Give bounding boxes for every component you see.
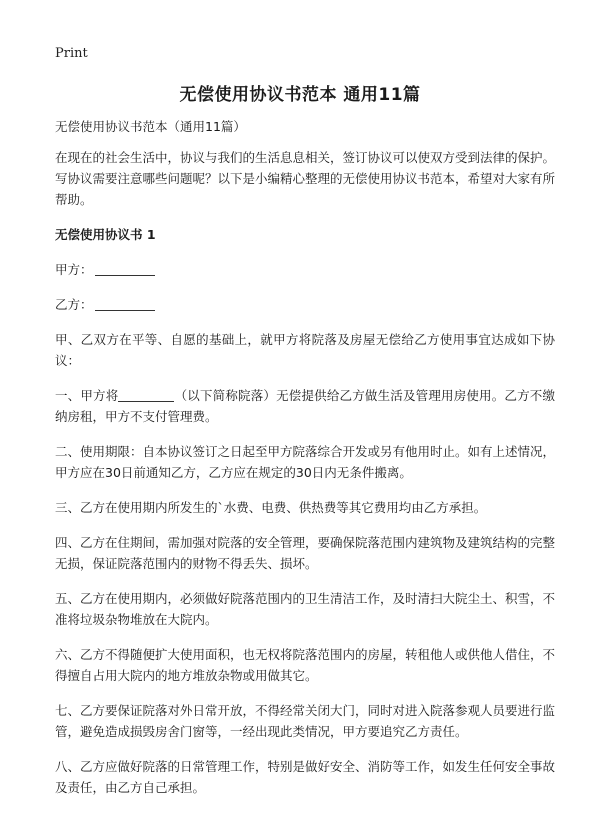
clause-8: 八、乙方应做好院落的日常管理工作，特别是做好安全、消防等工作，如发生任何安全事故及责任，由乙方自己承担。 — [55, 759, 556, 795]
clause-5: 五、乙方在使用期内，必须做好院落范围内的卫生清洁工作，及时清扫大院尘土、积雪，不准将垃圾杂物堆放在大院内。 — [55, 591, 556, 627]
clause-1 — [55, 385, 555, 427]
clause-1-prefix: 一、甲方将 — [55, 388, 119, 403]
party-a-label: 甲方： — [55, 262, 93, 277]
clause-3: 三、乙方在使用期内所发生的`水费、电费、供热费等其它费用均由乙方承担。 — [55, 500, 487, 515]
party-a-line — [55, 259, 555, 280]
intro-paragraph: 在现在的社会生活中，协议与我们的生活息息相关，签订协议可以使双方受到法律的保护。写协议需要注意哪些问题呢？以下是小编精心整理的无偿使用协议书范本，希望对大家有所帮助。 — [55, 150, 556, 207]
party-b-blank — [95, 296, 155, 311]
party-b-line — [55, 294, 555, 315]
party-a-blank — [95, 261, 155, 276]
document-body — [55, 116, 555, 812]
clause-7: 七、乙方要保证院落对外日常开放，不得经常关闭大门，同时对进入院落参观人员要进行监管，避免造成损毁房舍门窗等，一经出现此类情况，甲方要追究乙方责任。 — [55, 703, 556, 739]
clause-1-suffix: （以下简称院落）无偿提供给乙方做生活及管理用房使用。乙方不缴纳房租，甲方不支付管理费。 — [55, 388, 555, 424]
page-title: 无偿使用协议书范本 通用11篇 — [179, 85, 421, 105]
document-subtitle: 无偿使用协议书范本（通用11篇） — [55, 119, 246, 134]
section-heading: 无偿使用协议书 1 — [55, 227, 156, 242]
clause-1-blank — [118, 387, 174, 402]
clause-2: 二、使用期限：自本协议签订之日起至甲方院落综合开发或另有他用时止。如有上述情况，甲方应在30日前通知乙方，乙方应在规定的30日内无条件搬离。 — [55, 444, 556, 480]
clause-4: 四、乙方在住期间，需加强对院落的安全管理，要确保院落范围内建筑物及建筑结构的完整无损，保证院落范围内的财物不得丢失、损坏。 — [55, 535, 556, 571]
party-b-label: 乙方： — [55, 297, 93, 312]
clause-6: 六、乙方不得随便扩大使用面积，也无权将院落范围内的房屋，转租他人或供他人借住，不得擅自占用大院内的地方堆放杂物或用做其它。 — [55, 647, 556, 683]
print-link[interactable]: Print — [55, 46, 88, 61]
preamble-paragraph: 甲、乙双方在平等、自愿的基础上，就甲方将院落及房屋无偿给乙方使用事宜达成如下协议： — [55, 332, 555, 368]
